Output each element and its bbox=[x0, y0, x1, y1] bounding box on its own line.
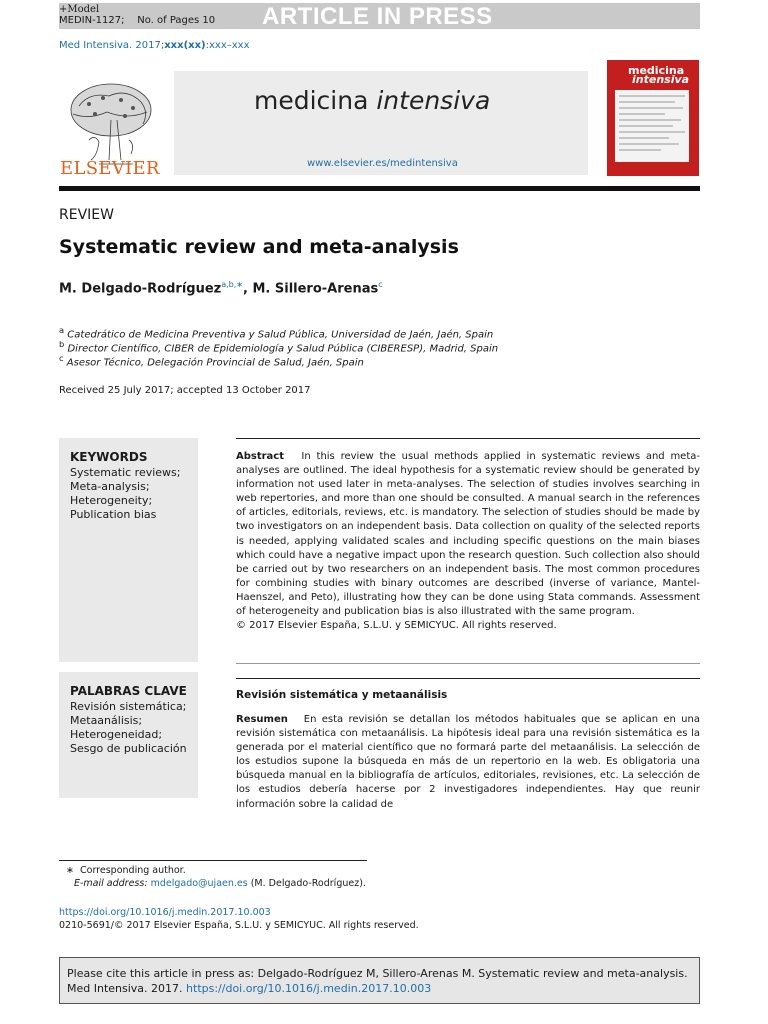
palabra-clave-item: Metaanálisis; bbox=[70, 714, 143, 727]
journal-ref-volume: xxx(xx) bbox=[164, 40, 206, 51]
abstract-body bbox=[236, 450, 704, 633]
journal-ref-suffix: :xxx–xxx bbox=[205, 40, 250, 51]
keyword-item: Systematic reviews; bbox=[70, 466, 181, 479]
affiliation-text: Catedrático de Medicina Preventiva y Salud Pública, Universidad de Jaén, Jaén, Spain bbox=[64, 329, 494, 341]
journal-url-link[interactable]: www.elsevier.es/medintensiva bbox=[307, 158, 458, 169]
cover-contents-block bbox=[615, 90, 689, 162]
issn-copyright: 0210-5691/© 2017 Elsevier España, S.L.U. y SEMICYUC. All rights reserved. bbox=[59, 920, 419, 931]
cover-title-line2: intensiva bbox=[632, 73, 690, 86]
doi-link[interactable]: https://doi.org/10.1016/j.medin.2017.10.003 bbox=[59, 907, 271, 918]
keyword-item: Publication bias bbox=[70, 508, 157, 521]
journal-name-plain: medicina bbox=[254, 86, 377, 115]
email-suffix: (M. Delgado-Rodríguez). bbox=[247, 878, 366, 889]
email-footnote bbox=[74, 878, 366, 889]
citation-text bbox=[67, 966, 697, 996]
affiliation-text: Director Científico, CIBER de Epidemiología y Salud Pública (CIBERESP), Madrid, Spain bbox=[64, 343, 499, 355]
journal-reference[interactable] bbox=[59, 40, 250, 51]
affiliation-text: Asesor Técnico, Delegación Provincial de Salud, Jaén, Spain bbox=[63, 357, 364, 369]
affiliation-marker: b bbox=[59, 339, 65, 349]
resumen-title: Revisión sistemática y metaanálisis bbox=[236, 689, 448, 701]
author-name: M. Sillero-Arenas bbox=[252, 281, 379, 297]
affiliation-marker: a bbox=[59, 325, 65, 335]
article-title: Systematic review and meta-analysis bbox=[59, 236, 459, 258]
palabras-clave-box bbox=[59, 672, 198, 798]
affiliation-marker: c bbox=[59, 353, 64, 363]
keyword-item: Heterogeneity; bbox=[70, 494, 153, 507]
keywords-box bbox=[59, 438, 198, 662]
citation-body: Please cite this article in press as: Delgado-Rodríguez M, Sillero-Arenas M. Systematic review and meta-analysis. Med Intensiva. 2017. bbox=[67, 967, 688, 995]
manuscript-id: MEDIN-1127; No. of Pages 10 bbox=[59, 15, 216, 26]
author-affiliation-markers[interactable]: a,b,∗ bbox=[221, 280, 244, 289]
masthead-divider bbox=[59, 186, 700, 191]
resumen-body bbox=[236, 713, 704, 812]
author-affiliation-markers[interactable]: c bbox=[378, 280, 383, 289]
resumen-label: Resumen bbox=[236, 714, 288, 725]
journal-ref-prefix: Med Intensiva. 2017; bbox=[59, 40, 165, 51]
affiliation bbox=[59, 353, 364, 368]
resumen-text: En esta revisión se detallan los métodos habituales que se aplican en una revisión sistemática con metaanálisis. La hipótesis ideal para una revisión sistemática es la generada por el material científico que no formará parte del metaanálisis. La selección de los estudios supone la búsqueda en más de un repertorio en la web. Es obligatoria una búsqueda manual en la bibliografía de artículos, editoriales, revisiones, etc. La selección de los estudios debería hacerse por 2 investigadores independientes. Hay que reunir información sobre la calidad de bbox=[236, 714, 704, 810]
elsevier-wordmark: ELSEVIER bbox=[60, 158, 160, 179]
palabra-clave-item: Sesgo de publicación bbox=[70, 742, 187, 755]
journal-name bbox=[254, 86, 490, 115]
received-dates: Received 25 July 2017; accepted 13 October 2017 bbox=[59, 385, 311, 396]
email-label: E-mail address: bbox=[74, 878, 148, 889]
footnote-rule bbox=[59, 860, 367, 861]
resumen-top-rule bbox=[236, 678, 700, 679]
journal-name-italic: intensiva bbox=[376, 86, 491, 115]
keywords-heading: KEYWORDS bbox=[70, 450, 148, 464]
keyword-item: Meta-analysis; bbox=[70, 480, 150, 493]
article-type-label: REVIEW bbox=[59, 207, 114, 223]
corresponding-author-note: ∗ Corresponding author. bbox=[66, 865, 186, 876]
abstract-label: Abstract bbox=[236, 451, 285, 462]
article-in-press-label: ARTICLE IN PRESS bbox=[262, 3, 493, 30]
cover-title-line1: medicina bbox=[628, 64, 685, 77]
author-list bbox=[59, 280, 383, 296]
email-link[interactable]: mdelgado@ujaen.es bbox=[150, 878, 248, 889]
abstract-text: In this review the usual methods applied in systematic reviews and meta-analyses are outlined. The ideal hypothesis for a systematic review should be generated by information not used later in meta-analyses. The selection of studies involves searching in web repertories, and more than one should be consulted. A manual search in the references of articles, editorials, reviews, etc. is mandatory. The selection of studies should be made by two investigators on an independent basis. Data collection on quality of the selected reports is needed, applying validated scales and including specific questions on the main biases which could have a negative impact upon the research question. Such collection also should be carried out by two researchers on an independent basis. The most common procedures for combining studies with binary outcomes are described (inverse of variance, Mantel-Haenszel, and Peto), illustrating how they can be done using Stata commands. Assessment of heterogeneity and publication bias is also illustrated with the same program. bbox=[236, 451, 704, 618]
cover-text-lines bbox=[615, 90, 689, 162]
citation-doi-link[interactable]: https://doi.org/10.1016/j.medin.2017.10.003 bbox=[186, 982, 432, 995]
palabra-clave-item: Revisión sistemática; bbox=[70, 700, 187, 713]
abstract-copyright: © 2017 Elsevier España, S.L.U. y SEMICYUC. All rights reserved. bbox=[236, 620, 557, 632]
author-separator: , bbox=[243, 281, 253, 297]
author-name: M. Delgado-Rodríguez bbox=[59, 281, 222, 297]
palabras-clave-heading: PALABRAS CLAVE bbox=[70, 684, 187, 698]
abstract-top-rule bbox=[236, 438, 700, 439]
plus-model-label: +Model bbox=[59, 4, 100, 15]
abstract-bottom-rule bbox=[236, 663, 700, 664]
palabra-clave-item: Heterogeneidad; bbox=[70, 728, 163, 741]
